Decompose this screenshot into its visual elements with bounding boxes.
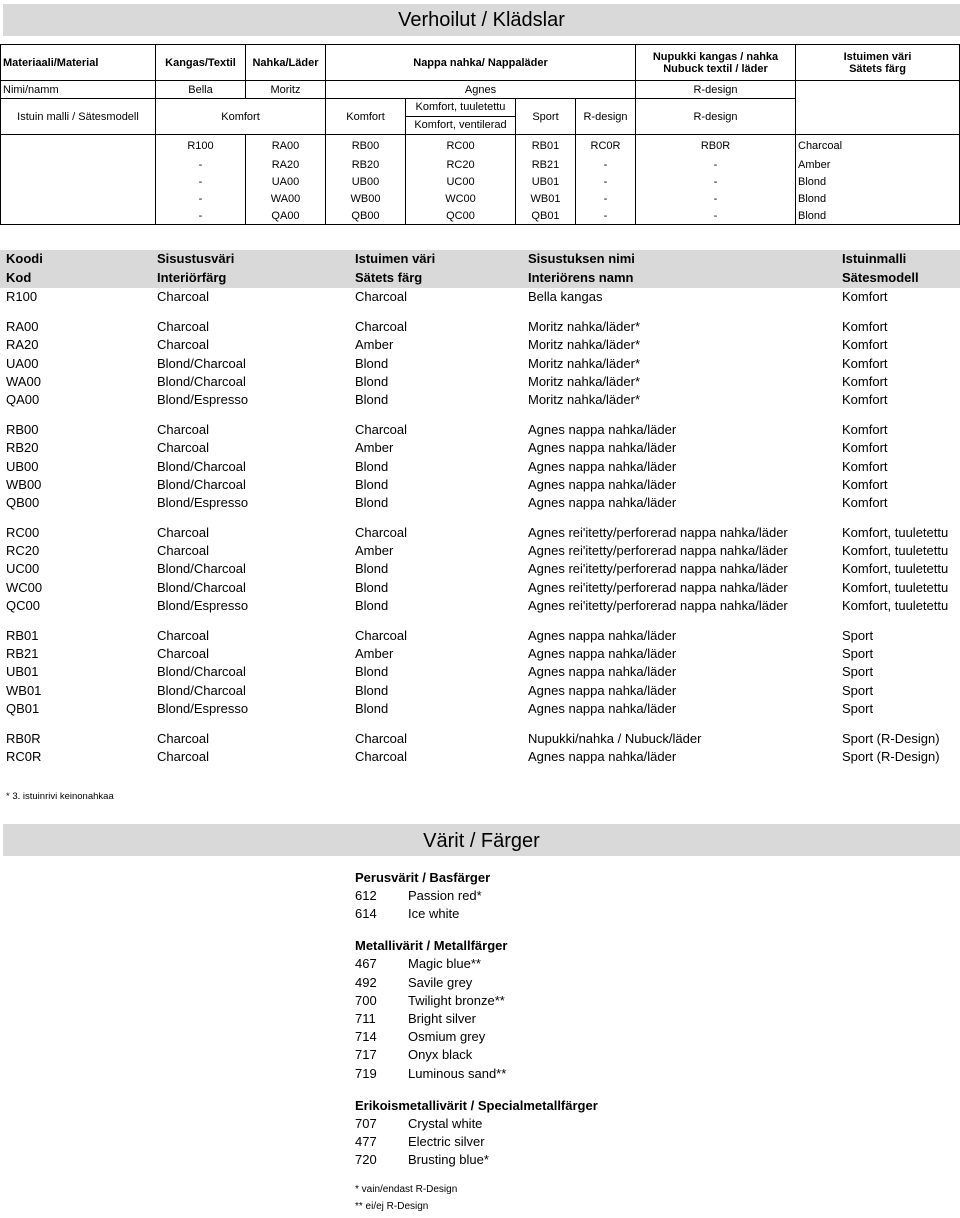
code-row-cell: Amber <box>355 543 394 559</box>
code-row-cell: Blond <box>355 391 389 407</box>
code-row-cell: QC00 <box>6 597 40 613</box>
code-row <box>0 458 960 476</box>
matrix-cell: - <box>576 207 636 225</box>
code-row-cell: Blond/Charcoal <box>157 458 246 474</box>
color-item <box>355 993 755 1011</box>
code-row <box>0 373 960 391</box>
code-row <box>0 476 960 494</box>
code-row-cell: RC00 <box>6 525 40 541</box>
code-row-cell: RC0R <box>6 749 42 765</box>
code-row-cell: Nupukki/nahka / Nubuck/läder <box>528 730 702 746</box>
code-row-cell: UB01 <box>6 664 39 680</box>
interior-code-list <box>0 250 960 766</box>
code-row-cell: Charcoal <box>355 730 408 746</box>
code-row-cell: Blond <box>355 597 389 613</box>
matrix-cell: - <box>636 173 796 190</box>
header-seat-color-fi: Istuimen väri <box>843 50 912 63</box>
code-row-cell: Charcoal <box>355 749 408 765</box>
code-row-cell: Komfort <box>842 319 888 335</box>
code-row <box>0 336 960 354</box>
color-footnote: ** ei/ej R-Design <box>355 1201 429 1213</box>
code-list-header-sv <box>0 269 960 288</box>
name-bella: Bella <box>156 81 246 99</box>
code-row-cell: Blond <box>355 355 389 371</box>
code-row-cell: RA20 <box>6 337 39 353</box>
code-row-cell: Sport <box>842 700 874 716</box>
code-row-cell: Agnes nappa nahka/läder <box>528 628 677 643</box>
code-row-cell: Sport (R-Design) <box>842 749 940 765</box>
color-item <box>355 1152 755 1170</box>
color-name: Crystal white <box>408 1115 483 1131</box>
code-row-cell: Komfort, tuuletettu <box>842 597 949 613</box>
code-row <box>0 730 960 748</box>
code-row-cell: Charcoal <box>157 628 210 643</box>
code-list-header-fi-cell: Istuinmalli <box>842 251 907 266</box>
code-row-cell: Komfort <box>842 458 888 474</box>
matrix-color: Blond <box>796 173 960 190</box>
matrix-color: Amber <box>796 156 960 173</box>
code-list-header-fi-cell: Istuimen väri <box>355 251 436 266</box>
code-row-cell: UA00 <box>6 355 39 371</box>
model-komfort-textile: Komfort <box>156 99 326 135</box>
code-row <box>0 700 960 718</box>
matrix-cell: RB00 <box>326 135 406 157</box>
code-row-cell: QB01 <box>6 700 40 716</box>
color-name: Brusting blue* <box>408 1152 489 1168</box>
matrix-cell: WC00 <box>406 190 516 207</box>
code-row-cell: Komfort <box>842 337 888 353</box>
code-row-cell: Agnes nappa nahka/läder <box>528 700 677 716</box>
code-row-cell: Sport <box>842 646 874 662</box>
models-label: Istuin malli / Sätesmodell <box>1 99 156 135</box>
matrix-cell: QB01 <box>516 207 576 225</box>
header-leather: Nahka/Läder <box>246 45 326 81</box>
color-name: Twilight bronze** <box>408 992 505 1008</box>
code-row-cell: Moritz nahka/läder* <box>528 319 640 335</box>
code-row <box>0 318 960 336</box>
color-code: 467 <box>355 956 377 972</box>
model-vent-sv: Komfort, ventilerad <box>414 119 507 131</box>
matrix-cell: - <box>576 173 636 190</box>
code-row-cell: UC00 <box>6 561 40 577</box>
code-row-cell: Moritz nahka/läder* <box>528 391 640 407</box>
colors-title: Värit / Färger <box>423 830 540 852</box>
matrix-cell: - <box>636 156 796 173</box>
code-row-cell: Blond <box>355 494 389 510</box>
model-vent-fi: Komfort, tuuletettu <box>406 99 515 117</box>
color-item <box>355 1029 755 1047</box>
code-row <box>0 439 960 457</box>
matrix-cell: - <box>156 190 246 207</box>
code-row <box>0 288 960 306</box>
color-item <box>355 906 755 924</box>
code-row-cell: WB01 <box>6 682 42 698</box>
code-row-cell: Agnes rei'itetty/perforerad nappa nahka/läder <box>528 543 788 559</box>
row2-blank <box>1 173 156 190</box>
matrix-cell: RC00 <box>406 135 516 157</box>
code-row <box>0 579 960 597</box>
code-row-cell: Agnes rei'itetty/perforerad nappa nahka/läder <box>528 579 788 595</box>
model-rdesign-nubuck: R-design <box>636 99 796 135</box>
code-list-header-sv-cell: Kod <box>6 270 32 285</box>
code-row-cell: UB00 <box>6 458 39 474</box>
code-row-cell: RB00 <box>6 422 39 438</box>
code-row-cell: Blond/Charcoal <box>157 664 246 680</box>
code-row-cell: Blond <box>355 700 389 716</box>
model-rdesign-nappa: R-design <box>576 99 636 135</box>
code-list-header-sv-cell: Sätets färg <box>355 270 423 285</box>
color-name: Magic blue** <box>408 956 481 972</box>
matrix-cell: - <box>156 207 246 225</box>
code-row-cell: Blond <box>355 476 389 492</box>
matrix-cell: - <box>576 190 636 207</box>
matrix-cell: UB01 <box>516 173 576 190</box>
code-row-cell: Komfort <box>842 440 888 456</box>
matrix-cell: - <box>156 156 246 173</box>
code-row-cell: QA00 <box>6 391 40 407</box>
code-row-cell: Komfort <box>842 494 888 510</box>
code-row-cell: Agnes nappa nahka/läder <box>528 458 677 474</box>
row1-blank <box>1 156 156 173</box>
title-band <box>3 4 960 36</box>
color-item <box>355 1047 755 1065</box>
matrix-cell: WB01 <box>516 190 576 207</box>
row0-blank <box>1 135 156 157</box>
code-row-cell: Charcoal <box>157 289 210 304</box>
matrix-cell: WB00 <box>326 190 406 207</box>
matrix-cell: - <box>576 156 636 173</box>
matrix-color: Blond <box>796 190 960 207</box>
code-row-cell: Charcoal <box>355 319 408 335</box>
color-name: Osmium grey <box>408 1029 486 1045</box>
footnote-third-row: * 3. istuinrivi keinonahkaa <box>6 791 114 802</box>
code-row-cell: WC00 <box>6 579 43 595</box>
model-komfort-leather: Komfort <box>326 99 406 135</box>
group-spacer <box>0 409 960 421</box>
header-nubuck <box>636 45 796 81</box>
code-row-cell: Amber <box>355 337 394 353</box>
header-textile: Kangas/Textil <box>156 45 246 81</box>
code-row-cell: Charcoal <box>355 422 408 438</box>
code-row-cell: Komfort <box>842 355 888 371</box>
color-name: Passion red* <box>408 888 482 903</box>
code-row-cell: Blond <box>355 373 389 389</box>
group-spacer <box>0 615 960 627</box>
color-group-spacer <box>355 1084 755 1098</box>
code-row-cell: Blond <box>355 579 389 595</box>
code-row <box>0 542 960 560</box>
matrix-cell: WA00 <box>246 190 326 207</box>
matrix-cell: - <box>636 207 796 225</box>
code-row-cell: Agnes nappa nahka/läder <box>528 494 677 510</box>
code-row-cell: R100 <box>6 289 38 304</box>
color-item <box>355 1134 755 1152</box>
code-row-cell: Komfort, tuuletettu <box>842 561 949 577</box>
code-row-cell: Blond <box>355 682 389 698</box>
code-row-cell: Charcoal <box>355 628 408 643</box>
code-row-cell: Charcoal <box>355 525 408 541</box>
color-footnote: * vain/endast R-Design <box>355 1184 458 1196</box>
color-name: Onyx black <box>408 1047 473 1063</box>
name-moritz: Moritz <box>246 81 326 99</box>
color-name: Ice white <box>408 906 460 922</box>
matrix-cell: QC00 <box>406 207 516 225</box>
code-list-header-sv-cell: Sätesmodell <box>842 270 919 285</box>
code-row-cell: Agnes nappa nahka/läder <box>528 749 677 765</box>
code-row-cell: Sport <box>842 628 874 643</box>
matrix-cell: QB00 <box>326 207 406 225</box>
color-item <box>355 956 755 974</box>
matrix-cell: RB21 <box>516 156 576 173</box>
code-row-cell: Blond <box>355 561 389 577</box>
code-row <box>0 645 960 663</box>
code-row-cell: Sport <box>842 664 874 680</box>
code-row-cell: Charcoal <box>157 646 210 662</box>
matrix-cell: RB20 <box>326 156 406 173</box>
name-rdesign: R-design <box>636 81 796 99</box>
code-row-cell: Komfort <box>842 289 888 304</box>
group-spacer <box>0 718 960 730</box>
color-code: 717 <box>355 1047 377 1063</box>
code-row <box>0 627 960 645</box>
code-row-cell: Amber <box>355 646 394 662</box>
name-agnes: Agnes <box>326 81 636 99</box>
row3-blank <box>1 190 156 207</box>
code-row-cell: RB21 <box>6 646 39 662</box>
code-list-header-fi-cell: Sisustuksen nimi <box>528 251 635 266</box>
color-code: 714 <box>355 1029 377 1045</box>
code-row <box>0 524 960 542</box>
page-title: Verhoilut / Klädslar <box>398 9 565 31</box>
code-row <box>0 663 960 681</box>
group-spacer <box>0 512 960 524</box>
colors-title-band <box>3 824 960 856</box>
code-row-cell: Blond/Espresso <box>157 700 249 716</box>
group-spacer <box>0 306 960 318</box>
code-row-cell: Blond/Charcoal <box>157 355 246 371</box>
code-row-cell: Blond/Espresso <box>157 391 249 407</box>
upholstery-matrix <box>0 44 960 225</box>
code-row-cell: WB00 <box>6 476 42 492</box>
code-row <box>0 355 960 373</box>
code-row-cell: Amber <box>355 440 394 456</box>
code-row-cell: Charcoal <box>157 337 210 353</box>
code-list-header-fi-cell: Koodi <box>6 251 43 266</box>
seat-color-blank <box>796 81 960 135</box>
code-row-cell: Agnes nappa nahka/läder <box>528 476 677 492</box>
matrix-color: Blond <box>796 207 960 225</box>
code-list-header-sv-cell: Interiörens namn <box>528 270 634 285</box>
code-row-cell: Agnes rei'itetty/perforerad nappa nahka/läder <box>528 525 788 541</box>
code-row-cell: Agnes nappa nahka/läder <box>528 682 677 698</box>
color-group-title: Metallivärit / Metallfärger <box>355 938 508 954</box>
color-code: 614 <box>355 906 377 922</box>
color-group-title: Perusvärit / Basfärger <box>355 870 491 885</box>
header-seat-color-sv: Sätets färg <box>849 62 906 75</box>
code-row-cell: RB20 <box>6 440 39 456</box>
code-row-cell: Moritz nahka/läder* <box>528 355 640 371</box>
code-row-cell: Moritz nahka/läder* <box>528 373 640 389</box>
code-row-cell: Charcoal <box>157 543 210 559</box>
header-nappa: Nappa nahka/ Nappaläder <box>326 45 636 81</box>
code-row-cell: RC20 <box>6 543 40 559</box>
code-row-cell: QB00 <box>6 494 40 510</box>
code-row-cell: Charcoal <box>157 440 210 456</box>
header-seat-color <box>796 45 960 81</box>
code-row-cell: Charcoal <box>157 525 210 541</box>
code-row-cell: Komfort <box>842 422 888 438</box>
code-row <box>0 597 960 615</box>
code-row-cell: Agnes rei'itetty/perforerad nappa nahka/läder <box>528 561 788 577</box>
color-name: Savile grey <box>408 974 473 990</box>
code-row-cell: WA00 <box>6 373 41 389</box>
code-row <box>0 421 960 439</box>
code-row <box>0 494 960 512</box>
color-name: Bright silver <box>408 1010 476 1026</box>
code-row-cell: Komfort, tuuletettu <box>842 525 949 541</box>
code-row-cell: RA00 <box>6 319 39 335</box>
color-code: 711 <box>355 1010 376 1026</box>
color-group-title: Erikoismetallivärit / Specialmetallfärger <box>355 1097 598 1113</box>
code-row-cell: Agnes rei'itetty/perforerad nappa nahka/läder <box>528 597 788 613</box>
matrix-cell: UB00 <box>326 173 406 190</box>
matrix-cell: R100 <box>156 135 246 157</box>
color-name: Electric silver <box>408 1133 485 1149</box>
color-item <box>355 1011 755 1029</box>
code-row-cell: Komfort, tuuletettu <box>842 579 949 595</box>
code-row-cell: Agnes nappa nahka/läder <box>528 422 677 438</box>
code-row-cell: Blond/Charcoal <box>157 682 246 698</box>
color-group-spacer <box>355 924 755 938</box>
code-row <box>0 682 960 700</box>
color-code: 700 <box>355 992 377 1008</box>
color-item <box>355 888 755 906</box>
code-row-cell: Blond/Charcoal <box>157 373 246 389</box>
code-row-cell: Blond/Charcoal <box>157 561 246 577</box>
matrix-cell: RB01 <box>516 135 576 157</box>
code-row-cell: RB01 <box>6 628 39 643</box>
code-row-cell: Sport <box>842 682 874 698</box>
row4-blank <box>1 207 156 225</box>
model-sport: Sport <box>516 99 576 135</box>
code-row-cell: Komfort <box>842 476 888 492</box>
color-name: Luminous sand** <box>408 1065 507 1081</box>
code-row-cell: Blond/Charcoal <box>157 579 246 595</box>
color-code: 477 <box>355 1133 377 1149</box>
model-ventilated <box>406 99 516 135</box>
code-row-cell: Charcoal <box>157 730 210 746</box>
code-row-cell: Charcoal <box>355 289 408 304</box>
code-row-cell: Komfort <box>842 391 888 407</box>
names-label: Nimi/namm <box>1 81 156 99</box>
matrix-cell: QA00 <box>246 207 326 225</box>
matrix-cell: RA20 <box>246 156 326 173</box>
code-row-cell: Agnes nappa nahka/läder <box>528 440 677 456</box>
code-row-cell: RB0R <box>6 730 41 746</box>
color-item <box>355 1116 755 1134</box>
matrix-cell: - <box>156 173 246 190</box>
code-row-cell: Charcoal <box>157 749 210 765</box>
matrix-cell: RB0R <box>636 135 796 157</box>
code-row-cell: Komfort <box>842 373 888 389</box>
color-list <box>355 870 755 1218</box>
header-material: Materiaali/Material <box>1 45 156 81</box>
color-code: 612 <box>355 888 377 903</box>
color-code: 707 <box>355 1115 377 1131</box>
notes-spacer <box>355 1170 755 1184</box>
matrix-cell: RC0R <box>576 135 636 157</box>
header-nubuck-sv: Nubuck textil / läder <box>663 62 768 75</box>
code-row-cell: Sport (R-Design) <box>842 730 940 746</box>
code-row-cell: Moritz nahka/läder* <box>528 337 640 353</box>
matrix-cell: RC20 <box>406 156 516 173</box>
color-code: 719 <box>355 1065 377 1081</box>
color-code: 720 <box>355 1152 377 1168</box>
code-row-cell: Charcoal <box>157 422 210 438</box>
code-list-header-sv-cell: Interiörfärg <box>157 270 227 285</box>
code-list-header-fi <box>0 250 960 269</box>
color-code: 492 <box>355 974 377 990</box>
matrix-color: Charcoal <box>796 135 960 157</box>
code-row <box>0 391 960 409</box>
code-row-cell: Agnes nappa nahka/läder <box>528 664 677 680</box>
matrix-cell: RA00 <box>246 135 326 157</box>
matrix-cell: UC00 <box>406 173 516 190</box>
code-row-cell: Bella kangas <box>528 289 603 304</box>
code-list-header-fi-cell: Sisustusväri <box>157 251 235 266</box>
code-row <box>0 748 960 766</box>
matrix-cell: - <box>636 190 796 207</box>
header-nubuck-fi: Nupukki kangas / nahka <box>652 50 779 63</box>
code-row <box>0 560 960 578</box>
color-item <box>355 975 755 993</box>
code-row-cell: Blond/Charcoal <box>157 476 246 492</box>
color-item <box>355 1066 755 1084</box>
code-row-cell: Blond <box>355 458 389 474</box>
code-row-cell: Blond/Espresso <box>157 597 249 613</box>
code-row-cell: Agnes nappa nahka/läder <box>528 646 677 662</box>
code-row-cell: Blond/Espresso <box>157 494 249 510</box>
code-row-cell: Blond <box>355 664 389 680</box>
code-row-cell: Komfort, tuuletettu <box>842 543 949 559</box>
matrix-cell: UA00 <box>246 173 326 190</box>
code-row-cell: Charcoal <box>157 319 210 335</box>
